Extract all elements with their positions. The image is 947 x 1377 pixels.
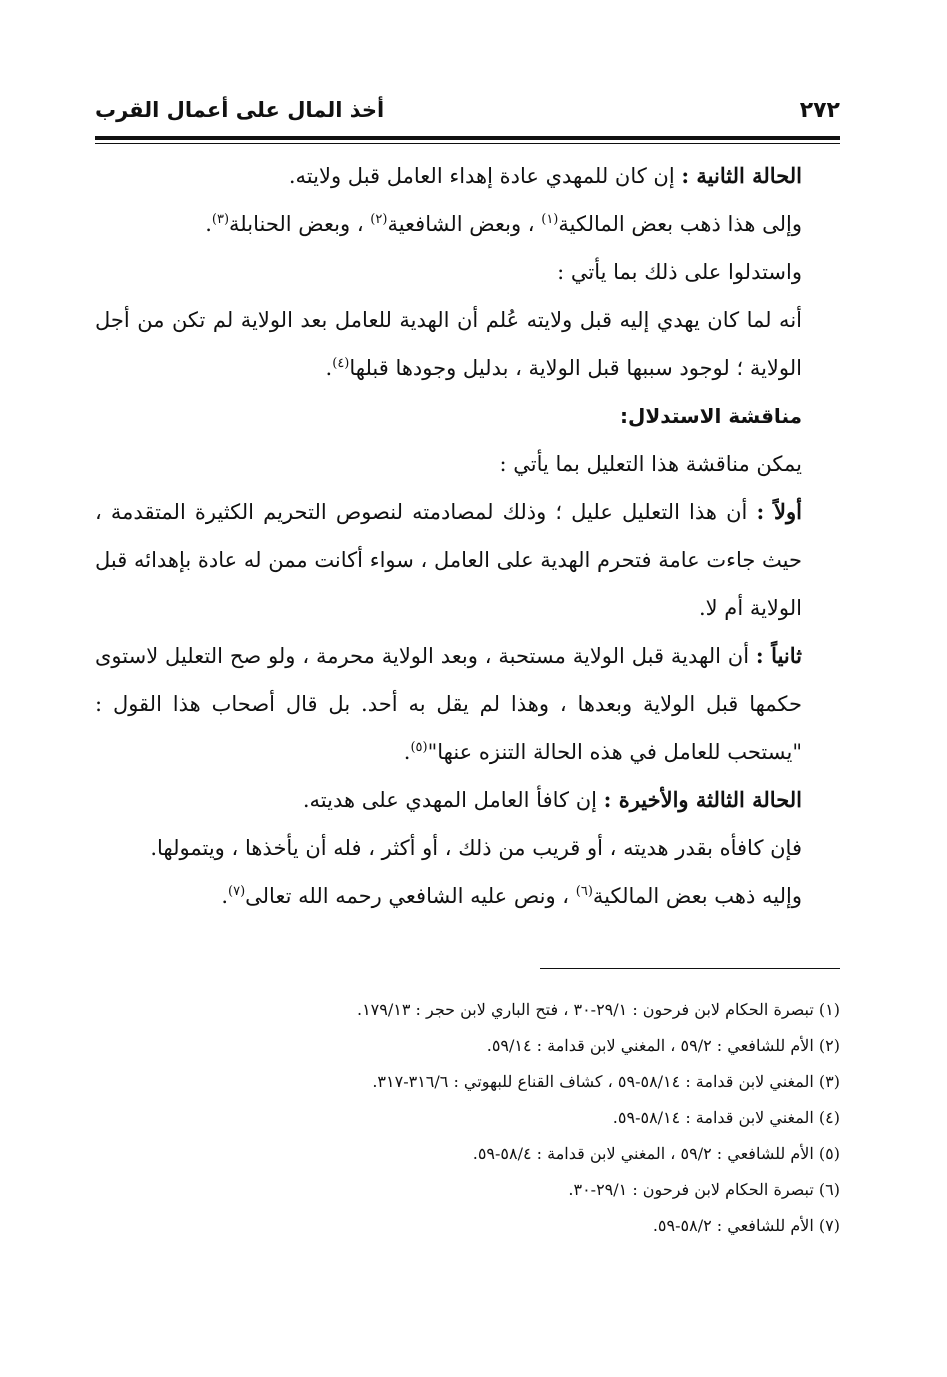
case-two-text: إن كان للمهدي عادة إهداء العامل قبل ولايته. [288,164,675,188]
case-three-text: إن كافأ العامل المهدي على هديته. [302,788,597,812]
text-segment: ، وبعض الحنابلة [229,212,364,236]
first-point-label: أولاً : [756,499,802,524]
case-three-label: الحالة الثالثة والأخيرة : [603,787,802,812]
paragraph-evidence [95,296,840,392]
footnote-ref-3[interactable]: (٣) [211,212,230,227]
text-segment: . [325,356,333,380]
footnotes [95,992,840,1244]
text-segment: ، وبعض الشافعية [387,212,535,236]
text-segment: أنه لما كان يهدي إليه قبل ولايته عُلم أن الهدية للعامل بعد الولاية لم تكن من أجل الولاية ؛ لوجود سببها قبل الولاية ، بدليل وجودها قبلها [95,308,802,380]
main-text [95,152,840,920]
footnote-ref-4[interactable]: (٤) [332,356,350,371]
footnote-ref-5[interactable]: (٥) [410,740,428,755]
footnote-6: (٦) تبصرة الحكام لابن فرحون : ٢٩/١-٣٠. [568,1180,840,1199]
section-heading: مناقشة الاستدلال: [620,404,802,428]
paragraph-second-point [95,632,840,776]
footnote-ref-2[interactable]: (٢) [370,212,388,227]
text-segment: . [403,740,411,764]
footnote-ref-6[interactable]: (٦) [575,884,593,899]
text-segment: . [221,884,229,908]
paragraph-scholars [95,200,840,248]
text-segment: وإلى هذا ذهب بعض المالكية [558,212,802,236]
page-number: ٢٧٢ [799,98,840,123]
footnote-separator [540,968,840,969]
footnote-7: (٧) الأم للشافعي : ٥٨/٢-٥٩. [652,1216,840,1235]
footnote-5: (٥) الأم للشافعي : ٥٩/٢ ، المغني لابن قدامة : ٥٨/٤-٥٩. [472,1144,840,1163]
paragraph-discussion-intro: يمكن مناقشة هذا التعليل بما يأتي : [499,452,802,476]
second-point-text: أن الهدية قبل الولاية مستحبة ، وبعد الولاية محرمة ، ولو صح التعليل لاستوى حكمها قبل الولاية وبعدها ، وهذا لم يقل به أحد. بل قال أصحاب هذا القول : "يستحب للعامل في هذه الحالة التنزه عنها" [95,644,802,764]
text-segment: وإليه ذهب بعض المالكية [592,884,802,908]
footnote-2: (٢) الأم للشافعي : ٥٩/٢ ، المغني لابن قدامة : ٥٩/١٤. [486,1036,840,1055]
footnote-ref-1[interactable]: (١) [541,212,559,227]
text-segment: ، ونص عليه الشافعي رحمه الله تعالى [245,884,570,908]
paragraph-first-point [95,488,840,632]
paragraph-school-view [95,872,840,920]
paragraph-reward: فإن كافأه بقدر هديته ، أو قريب من ذلك ، أو أكثر ، فله أن يأخذها ، ويتمولها. [150,836,802,860]
page-header [95,98,840,132]
footnote-3: (٣) المغني لابن قدامة : ٥٨/١٤-٥٩ ، كشاف القناع للبهوتي : ٣١٦/٦-٣١٧. [372,1072,840,1091]
first-point-text: أن هذا التعليل عليل ؛ وذلك لمصادمته لنصوص التحريم الكثيرة المتقدمة ، حيث جاءت عامة فتحرم الهدية على العامل ، سواء أكانت ممن له عادة بإهدائه قبل الولاية أم لا. [95,500,802,620]
footnote-4: (٤) المغني لابن قدامة : ٥٨/١٤-٥٩. [612,1108,840,1127]
paragraph-case-two [95,152,840,200]
header-rule-thin [95,143,840,144]
paragraph-evidence-intro: واستدلوا على ذلك بما يأتي : [557,260,802,284]
text-segment: . [205,212,212,236]
running-title: أخذ المال على أعمال القرب [95,98,385,122]
header-rule-thick [95,136,840,140]
footnote-ref-7[interactable]: (٧) [228,884,246,899]
second-point-label: ثانياً : [755,643,802,668]
paragraph-case-three [95,776,840,824]
case-two-label: الحالة الثانية : [681,163,802,188]
footnote-1: (١) تبصرة الحكام لابن فرحون : ٢٩/١-٣٠ ، فتح الباري لابن حجر : ١٧٩/١٣. [356,1000,840,1019]
